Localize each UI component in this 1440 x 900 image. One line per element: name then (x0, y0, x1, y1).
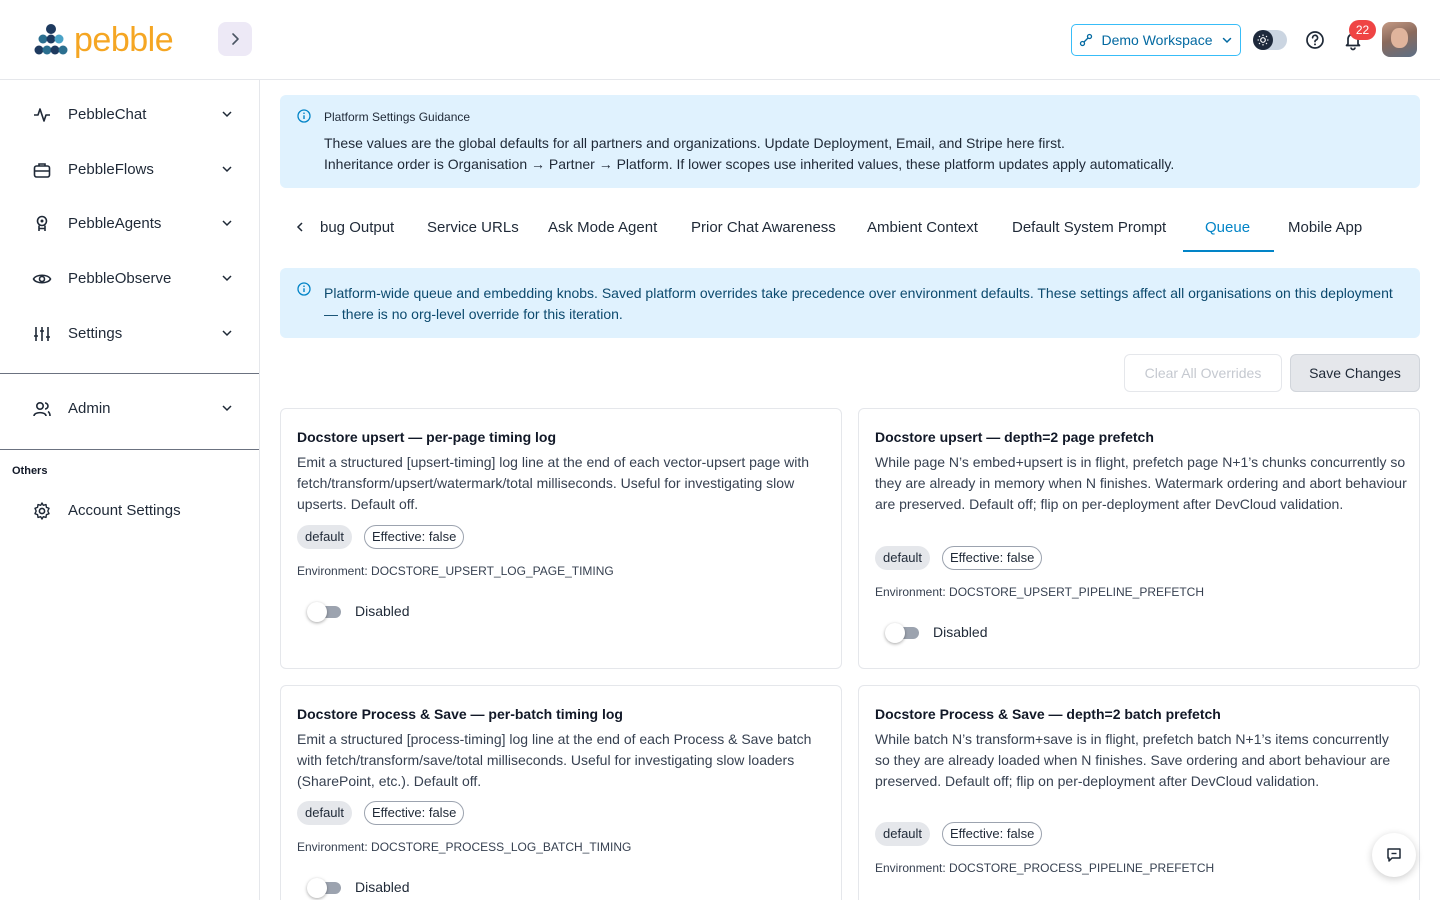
sidebar (0, 80, 260, 900)
effective-chip: Effective: false (942, 546, 1042, 570)
card-title: Docstore upsert — depth=2 page prefetch (875, 429, 1154, 445)
logo-text: pebble (74, 21, 174, 59)
tab-ambient-context[interactable]: Ambient Context (867, 219, 978, 236)
sidebar-item-label: PebbleFlows (68, 161, 154, 178)
sidebar-item-account-settings[interactable] (0, 491, 259, 531)
expand-sidebar-button[interactable] (218, 22, 252, 56)
notification-count-badge: 22 (1349, 20, 1376, 40)
tab-mobile-app[interactable]: Mobile App (1288, 219, 1363, 236)
sidebar-item-label: PebbleAgents (68, 215, 162, 232)
gear-icon (32, 501, 52, 521)
help-icon[interactable] (1304, 29, 1326, 56)
effective-chip: Effective: false (364, 525, 464, 549)
eye-icon (32, 269, 52, 289)
setting-card-process-timing (280, 685, 842, 900)
workspace-selector[interactable] (1071, 24, 1241, 56)
env-variable: Environment: DOCSTORE_UPSERT_LOG_PAGE_TIMING (297, 564, 614, 578)
chevron-right-icon (228, 32, 242, 46)
chevron-down-icon (220, 326, 234, 340)
setting-toggle[interactable] (885, 623, 923, 643)
setting-toggle[interactable] (307, 602, 345, 622)
setting-toggle[interactable] (307, 878, 345, 898)
platform-settings-guidance (280, 95, 1420, 188)
sidebar-item-pebbleflows[interactable] (0, 150, 259, 190)
chevron-down-icon (220, 162, 234, 176)
guidance-line: Inheritance order is Organisation → Partner → Platform. If lower scopes use inherited values, these platform updates apply automatically. (324, 156, 1175, 172)
default-chip: default (875, 546, 930, 570)
default-chip: default (297, 801, 352, 825)
settings-tabs (280, 205, 1420, 253)
tab-prior-chat-awareness[interactable]: Prior Chat Awareness (691, 219, 836, 236)
theme-toggle[interactable] (1253, 30, 1287, 50)
chevron-down-icon (220, 401, 234, 415)
chevron-down-icon (220, 216, 234, 230)
setting-card-process-prefetch (858, 685, 1420, 900)
tab-ask-mode-agent[interactable]: Ask Mode Agent (548, 219, 658, 236)
active-tab-indicator (1183, 250, 1274, 252)
save-changes-button[interactable]: Save Changes (1290, 354, 1420, 392)
card-description: Emit a structured [upsert-timing] log line at the end of each vector-upsert page with fetch/transform/upsert/watermark/total milliseconds. Useful for investigating slow upserts. Default off. (297, 454, 810, 512)
card-description: While page N’s embed+upsert is in flight, prefetch page N+1’s chunks concurrently so they are already in memory when N finishes. Watermark ordering and abort behaviour are preserved. Default off; flip on per-deployment after DevCloud validation. (875, 454, 1407, 512)
tab-service-urls[interactable]: Service URLs (427, 219, 519, 236)
tab-default-system-prompt[interactable]: Default System Prompt (1012, 219, 1167, 236)
activity-icon (32, 105, 52, 125)
chevron-down-icon (220, 107, 234, 121)
toggle-label: Disabled (933, 624, 988, 640)
message-square-icon (1385, 846, 1403, 864)
toggle-label: Disabled (355, 603, 410, 619)
effective-chip: Effective: false (942, 822, 1042, 846)
sidebar-item-label: PebbleObserve (68, 270, 172, 287)
sidebar-item-label: Settings (68, 325, 123, 342)
agent-icon (32, 214, 52, 234)
env-variable: Environment: DOCSTORE_PROCESS_PIPELINE_PREFETCH (875, 861, 1215, 875)
workspace-label: Demo Workspace (1101, 32, 1213, 48)
setting-card-upsert-prefetch (858, 408, 1420, 669)
chevron-down-icon (220, 271, 234, 285)
sidebar-divider (0, 373, 259, 374)
guidance-line: These values are the global defaults for all partners and organizations. Update Deployment, Email, and Stripe here first. (324, 135, 1065, 151)
chevron-left-icon[interactable] (292, 219, 308, 235)
top-header (0, 0, 1440, 80)
others-section-label: Others (12, 465, 48, 477)
default-chip: default (875, 822, 930, 846)
workspace-icon (1079, 33, 1093, 47)
queue-info-text: Platform-wide queue and embedding knobs. Saved platform overrides take precedence over environment defaults. These settings affect all organisations on this deployment — there is no org-level override for this iteration. (324, 285, 1393, 322)
card-description: While batch N’s transform+save is in flight, prefetch batch N+1’s items concurrently so they are already loaded when N finishes. Save ordering and abort behaviour are preserved. Default off; flip on per-deployment after DevCloud validation. (875, 731, 1391, 789)
pebble-logo[interactable] (34, 20, 173, 60)
default-chip: default (297, 525, 352, 549)
sidebar-item-pebblechat[interactable] (0, 95, 259, 135)
info-icon (297, 109, 311, 123)
chevron-down-icon (1221, 34, 1233, 46)
info-icon (297, 282, 311, 296)
card-title: Docstore Process & Save — depth=2 batch prefetch (875, 706, 1221, 722)
user-avatar[interactable] (1382, 22, 1417, 57)
sidebar-item-label: Account Settings (68, 502, 181, 519)
sidebar-item-label: PebbleChat (68, 106, 147, 123)
queue-info-banner (280, 268, 1420, 338)
sidebar-divider (0, 449, 259, 450)
sidebar-item-pebbleobserve[interactable] (0, 259, 259, 299)
guidance-title: Platform Settings Guidance (324, 110, 471, 124)
tab-debug-output[interactable]: bug Output (320, 219, 395, 236)
effective-chip: Effective: false (364, 801, 464, 825)
sun-icon (1253, 30, 1273, 50)
setting-card-upsert-timing (280, 408, 842, 669)
sidebar-item-settings[interactable] (0, 314, 259, 354)
sidebar-item-pebbleagents[interactable] (0, 204, 259, 244)
briefcase-icon (32, 160, 52, 180)
card-description: Emit a structured [process-timing] log line at the end of each Process & Save batch with fetch/transform/save/total milliseconds. Useful for investigating slow loaders (SharePoint, etc.). Default off. (297, 731, 812, 789)
sidebar-item-label: Admin (68, 400, 111, 417)
card-title: Docstore upsert — per-page timing log (297, 429, 557, 445)
users-icon (32, 399, 52, 419)
env-variable: Environment: DOCSTORE_PROCESS_LOG_BATCH_TIMING (297, 840, 632, 854)
sliders-icon (32, 324, 52, 344)
env-variable: Environment: DOCSTORE_UPSERT_PIPELINE_PREFETCH (875, 585, 1204, 599)
sidebar-item-admin[interactable] (0, 389, 259, 429)
clear-all-overrides-button[interactable]: Clear All Overrides (1124, 354, 1282, 392)
toggle-label: Disabled (355, 879, 410, 895)
chat-feedback-button[interactable] (1372, 833, 1416, 877)
pebble-logo-icon (34, 22, 68, 58)
tab-queue[interactable]: Queue (1205, 219, 1251, 236)
card-title: Docstore Process & Save — per-batch timing log (297, 706, 623, 722)
